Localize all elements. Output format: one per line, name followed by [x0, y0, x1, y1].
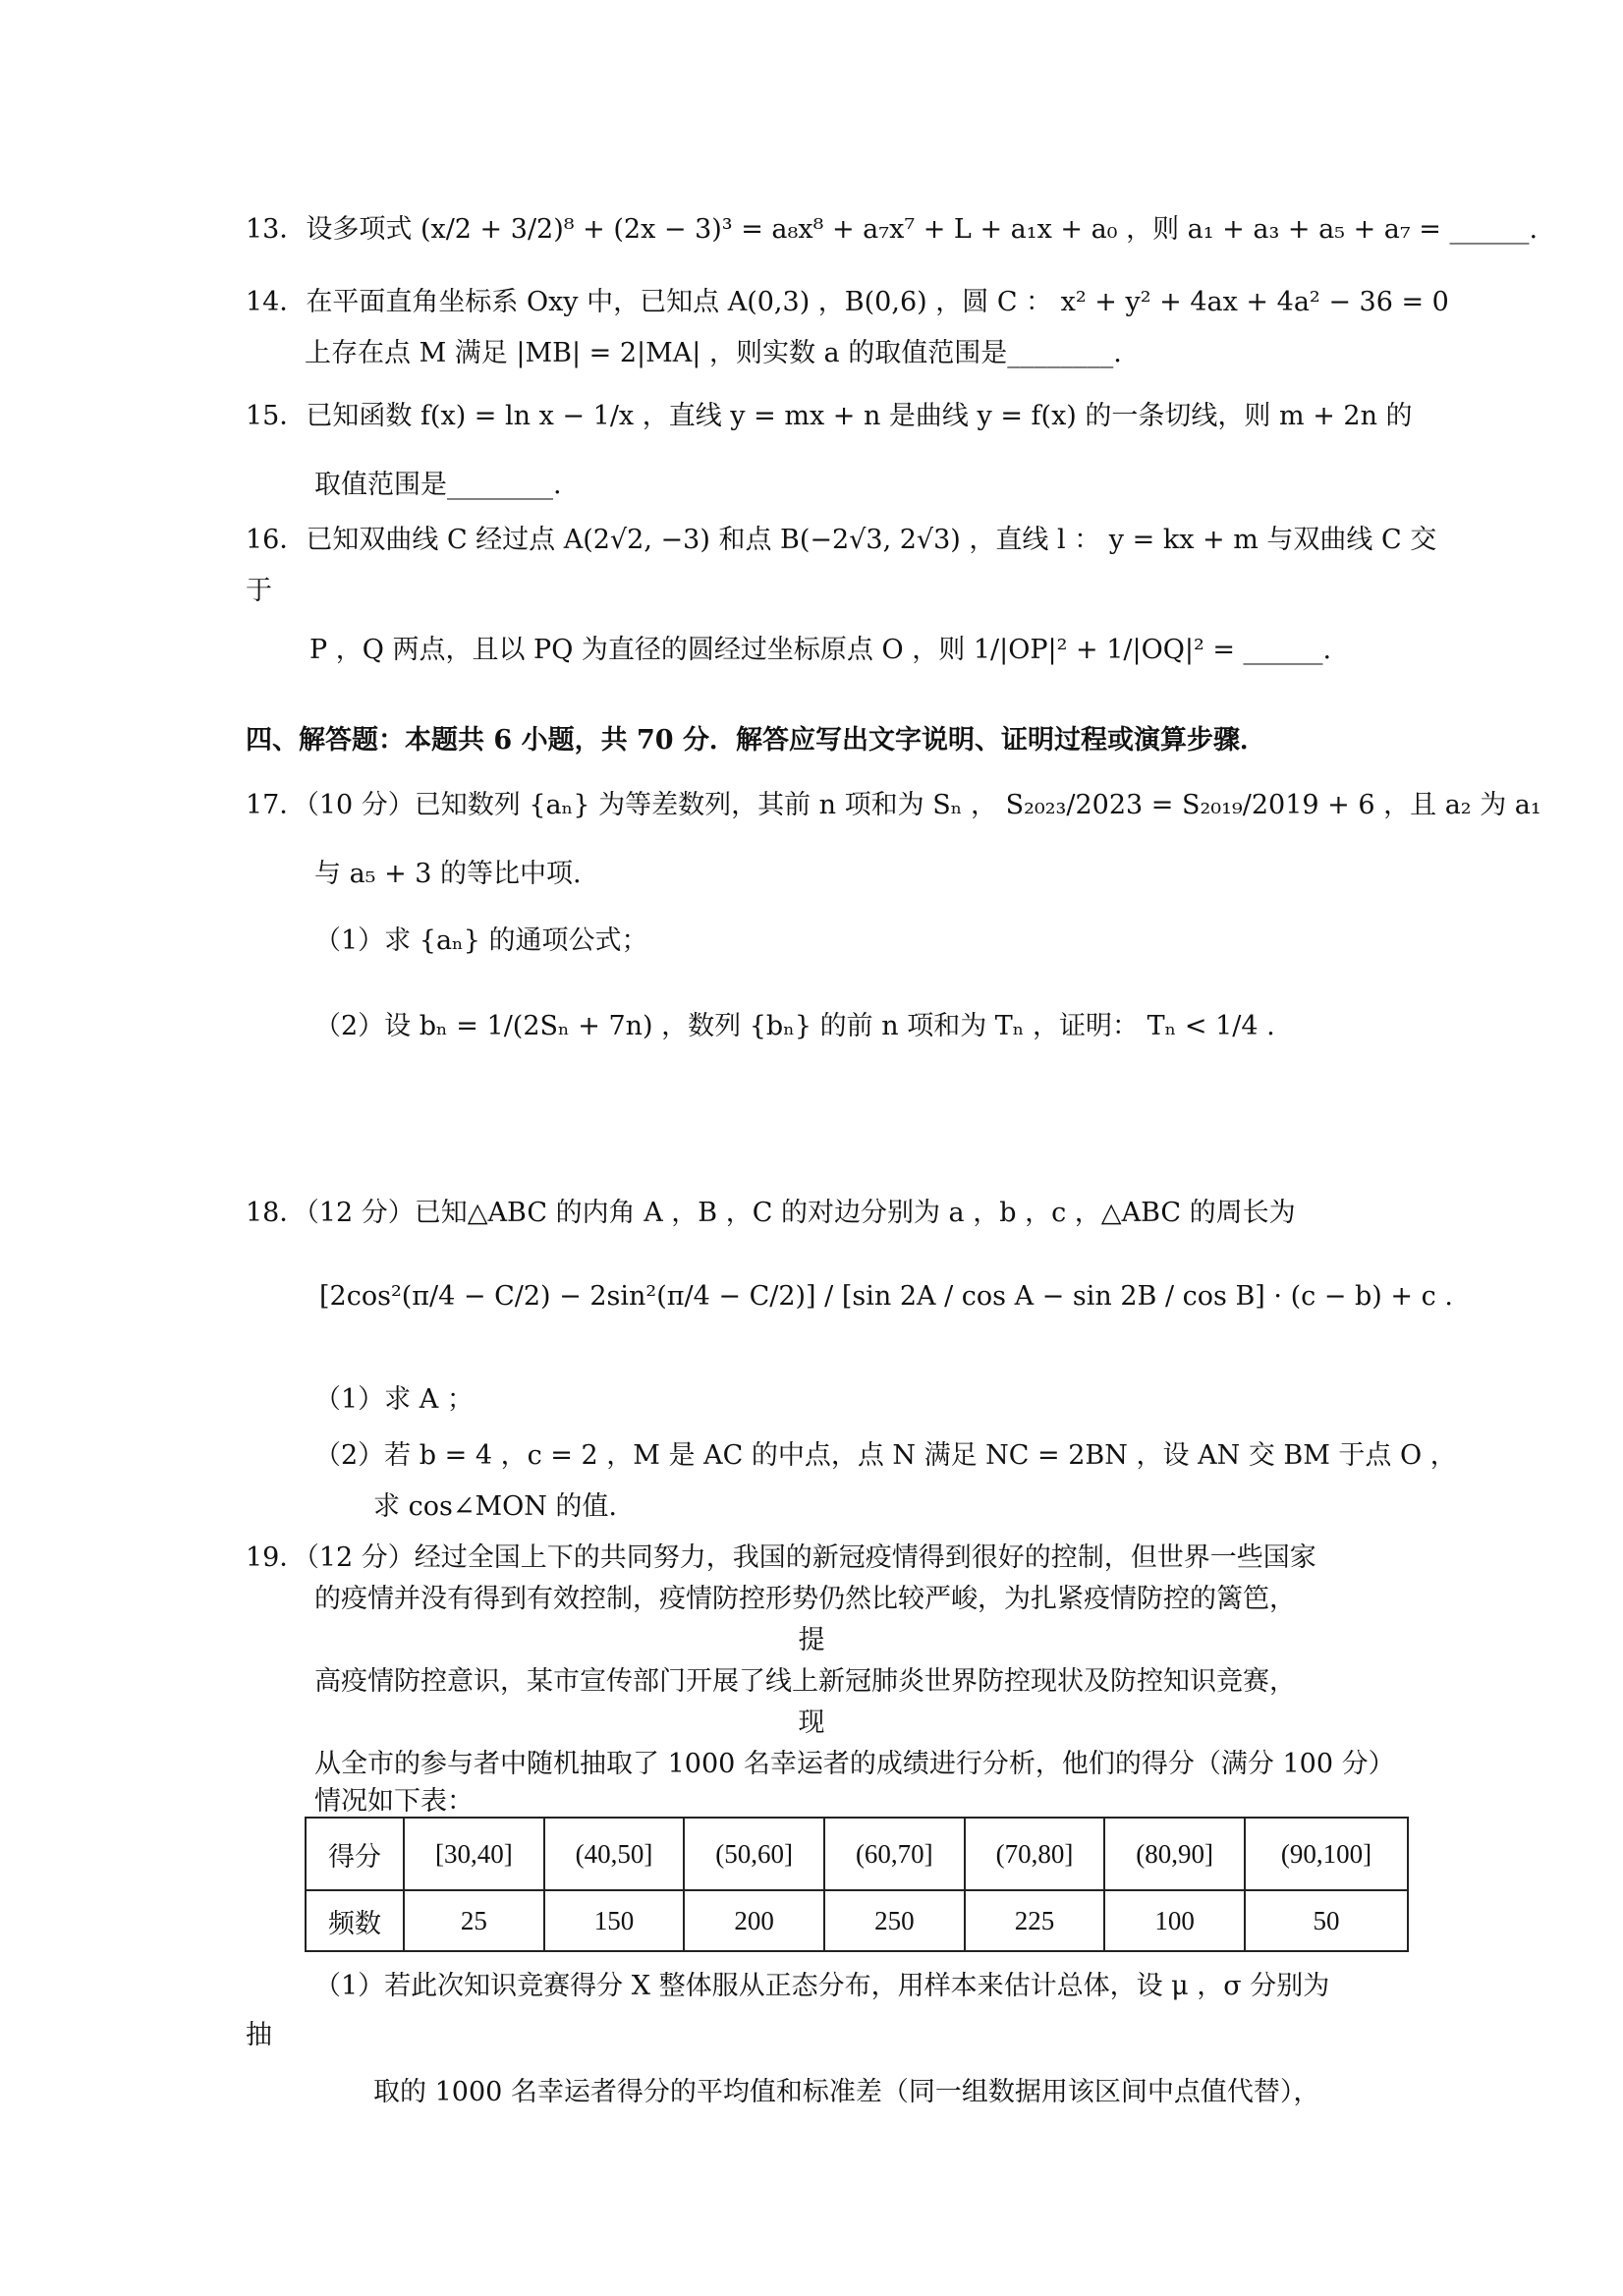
question-18-part-1: （1）求 A ； [314, 1384, 474, 1415]
table-cell: 200 [684, 1890, 824, 1951]
table-cell: (60,70] [824, 1818, 965, 1890]
table-cell: 100 [1104, 1890, 1245, 1951]
question-19-line-6: 从全市的参与者中随机抽取了 1000 名幸运者的成绩进行分析，他们的得分（满分 100 分） [314, 1749, 1395, 1779]
question-16-line-2: 于 [246, 576, 272, 606]
question-19-line-3: 提 [798, 1625, 825, 1655]
table-cell: [30,40] [404, 1818, 544, 1890]
table-count-label: 频数 [306, 1890, 404, 1951]
question-15-line-1: 15．已知函数 f(x) = ln x − 1/x ，直线 y = mx + n 是曲线 y = f(x) 的一条切线，则 m + 2n 的 [246, 401, 1413, 431]
table-cell: (80,90] [1104, 1818, 1245, 1890]
question-19-line-1: 19．（12 分）经过全国上下的共同努力，我国的新冠疫情得到很好的控制，但世界一些国家 [246, 1542, 1316, 1573]
question-18-formula: [2cos²(π/4 − C/2) − 2sin²(π/4 − C/2)] / [sin 2A / cos A − sin 2B / cos B] · (c − b) + c . [319, 1281, 1453, 1312]
table-cell: 250 [824, 1890, 965, 1951]
question-19-part-1-line-3: 取的 1000 名幸运者得分的平均值和标准差（同一组数据用该区间中点值代替）， [373, 2077, 1320, 2107]
question-19-line-5: 现 [798, 1708, 825, 1738]
question-16-line-1: 16．已知双曲线 C 经过点 A(2√2, −3) 和点 B(−2√3, 2√3) ，直线 l ： y = kx + m 与双曲线 C 交 [246, 525, 1437, 555]
question-19-part-1-line-1: （1）若此次知识竞赛得分 X 整体服从正态分布，用样本来估计总体，设 μ ，σ 分别为 [314, 1971, 1330, 2001]
question-19-line-4: 高疫情防控意识，某市宣传部门开展了线上新冠肺炎世界防控现状及防控知识竞赛， [314, 1666, 1296, 1697]
question-14-line-1: 14．在平面直角坐标系 Oxy 中，已知点 A(0,3) ，B(0,6) ，圆 C ： x² + y² + 4ax + 4a² − 36 = 0 [246, 287, 1449, 317]
table-cell: 225 [965, 1890, 1105, 1951]
score-frequency-table [305, 1817, 1409, 1952]
question-13: 13．设多项式 (x/2 + 3/2)⁸ + (2x − 3)³ = a₈x⁸ + a₇x⁷ + L + a₁x + a₀ ，则 a₁ + a₃ + a₅ + a₇ = ______. [246, 214, 1539, 245]
table-cell: (50,60] [684, 1818, 824, 1890]
question-18-part-2-cont: 求 cos∠MON 的值. [373, 1491, 618, 1522]
question-17-line-2: 与 a₅ + 3 的等比中项. [314, 859, 582, 889]
question-17-line-1: 17．（10 分）已知数列 {aₙ} 为等差数列，其前 n 项和为 Sₙ ， S₂₀₂₃/2023 = S₂₀₁₉/2019 + 6 ，且 a₂ 为 a₁ [246, 790, 1541, 820]
table-cell: 50 [1245, 1890, 1408, 1951]
table-header-label: 得分 [306, 1818, 404, 1890]
question-18-line-1: 18．（12 分）已知△ABC 的内角 A ，B ，C 的对边分别为 a ，b ，c ，△ABC 的周长为 [246, 1198, 1296, 1228]
question-19-line-2: 的疫情并没有得到有效控制，疫情防控形势仍然比较严峻，为扎紧疫情防控的篱笆， [314, 1584, 1296, 1614]
table-cell: (40,50] [544, 1818, 685, 1890]
question-19-line-7: 情况如下表： [314, 1786, 474, 1817]
question-18-part-2: （2）若 b = 4 ，c = 2 ，M 是 AC 的中点，点 N 满足 NC = 2BN ，设 AN 交 BM 于点 O ， [314, 1440, 1457, 1471]
table-cell: (90,100] [1245, 1818, 1408, 1890]
table-cell: 150 [544, 1890, 685, 1951]
section-4-heading: 四、解答题：本题共 6 小题，共 70 分．解答应写出文字说明、证明过程或演算步骤． [246, 725, 1266, 756]
table-cell: (70,80] [965, 1818, 1105, 1890]
question-15-line-2: 取值范围是________. [314, 470, 562, 500]
table-row [306, 1890, 1408, 1951]
question-17-part-1: （1）求 {aₙ} 的通项公式； [314, 925, 648, 956]
question-14-line-2: 上存在点 M 满足 |MB| = 2|MA| ，则实数 a 的取值范围是________. [305, 338, 1122, 368]
question-16-line-3: P ，Q 两点，且以 PQ 为直径的圆经过坐标原点 O ，则 1/|OP|² + 1/|OQ|² = ______. [309, 635, 1332, 665]
question-17-part-2: （2）设 bₙ = 1/(2Sₙ + 7n) ，数列 {bₙ} 的前 n 项和为 Tₙ ，证明： Tₙ < 1/4 . [314, 1011, 1275, 1041]
table-cell: 25 [404, 1890, 544, 1951]
question-19-part-1-line-2: 抽 [246, 2020, 272, 2050]
table-row [306, 1818, 1408, 1890]
